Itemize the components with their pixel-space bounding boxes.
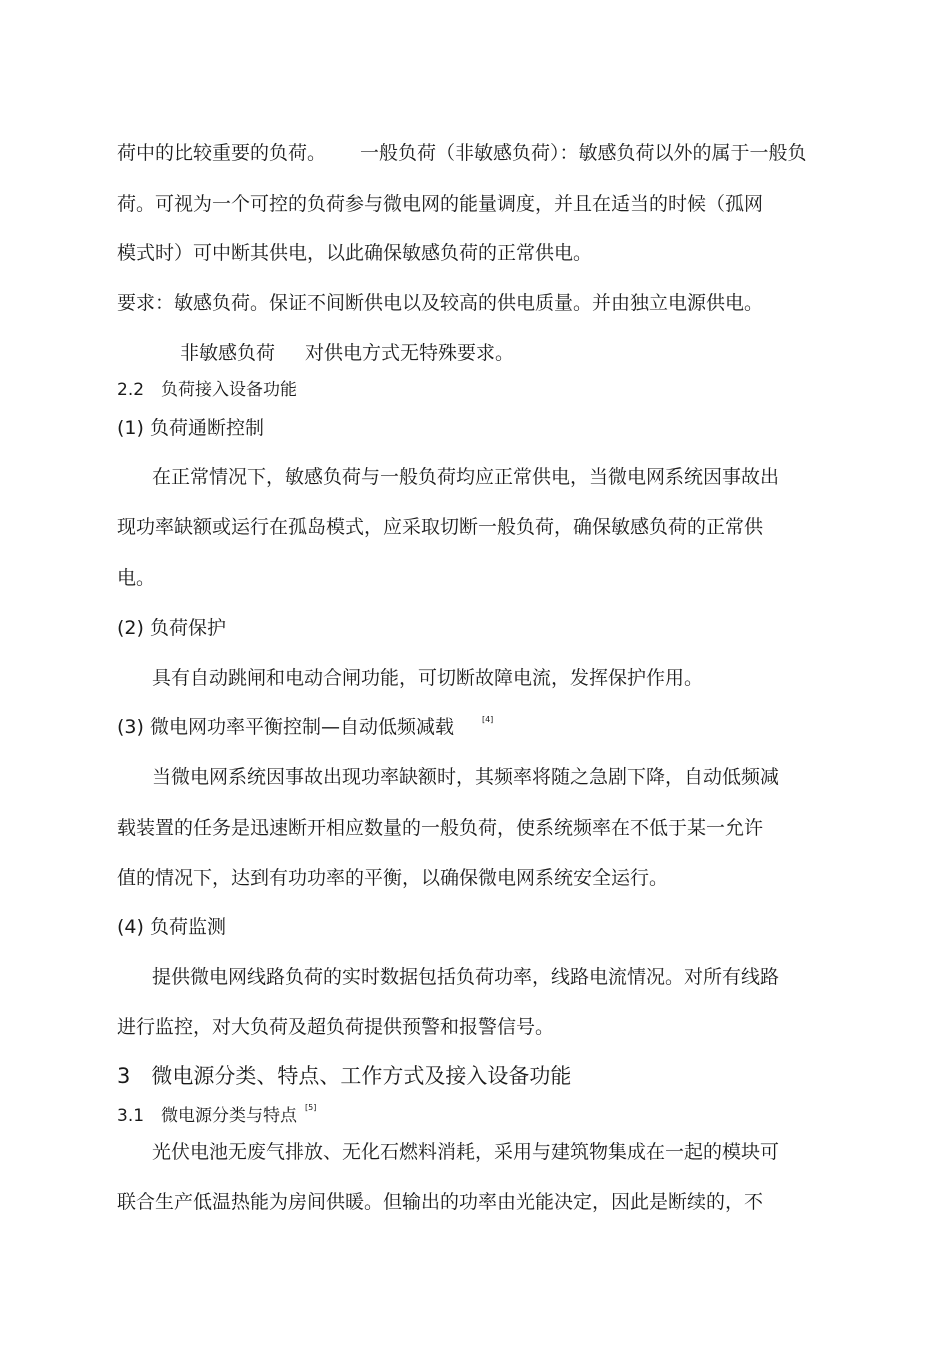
- paragraph-line: 载装置的任务是迅速断开相应数量的一般负荷，使系统频率在不低于某一允许: [117, 817, 764, 839]
- paragraph-line: 进行监控，对大负荷及超负荷提供预警和报警信号。: [117, 1016, 555, 1038]
- text-segment: 对供电方式无特殊要求。: [305, 342, 515, 364]
- chapter-heading: 3 微电源分类、特点、工作方式及接入设备功能: [117, 1064, 572, 1088]
- list-item-heading: (4) 负荷监测: [117, 916, 226, 938]
- paragraph-line: 联合生产低温热能为房间供暖。但输出的功率由光能决定，因此是断续的，不: [117, 1191, 764, 1213]
- section-heading: [117, 1104, 316, 1131]
- list-item-heading: (2) 负荷保护: [117, 617, 226, 639]
- paragraph-line: [180, 341, 514, 365]
- list-item-label: (3) 微电网功率平衡控制—自动低频减载: [117, 716, 454, 738]
- paragraph-line: 现功率缺额或运行在孤岛模式，应采取切断一般负荷，确保敏感负荷的正常供: [117, 516, 764, 538]
- paragraph-line: 值的情况下，达到有功功率的平衡，以确保微电网系统安全运行。: [117, 867, 669, 889]
- paragraph-line: 要求：敏感负荷。保证不间断供电以及较高的供电质量。并由独立电源供电。: [117, 292, 764, 314]
- section-heading-label: 3.1 微电源分类与特点: [117, 1106, 298, 1126]
- text-segment: 非敏感负荷: [180, 342, 276, 364]
- paragraph-line: 当微电网系统因事故出现功率缺额时，其频率将随之急剧下降，自动低频减: [152, 766, 780, 788]
- paragraph-line: 光伏电池无废气排放、无化石燃料消耗，采用与建筑物集成在一起的模块可: [152, 1141, 780, 1163]
- list-item-heading: [117, 715, 493, 743]
- paragraph-line: 模式时）可中断其供电，以此确保敏感负荷的正常供电。: [117, 242, 593, 264]
- list-item-heading: (1) 负荷通断控制: [117, 417, 264, 439]
- paragraph-line: 在正常情况下，敏感负荷与一般负荷均应正常供电，当微电网系统因事故出: [152, 466, 780, 488]
- citation-ref: [4]: [481, 715, 494, 724]
- paragraph-line: 提供微电网线路负荷的实时数据包括负荷功率，线路电流情况。对所有线路: [152, 966, 780, 988]
- paragraph-line: 电。: [117, 567, 156, 589]
- text-segment: 一般负荷（非敏感负荷）：敏感负荷以外的属于一般负: [360, 142, 807, 164]
- paragraph-line: 荷。可视为一个可控的负荷参与微电网的能量调度，并且在适当的时候（孤网: [117, 193, 764, 215]
- text-segment: 荷中的比较重要的负荷。: [117, 142, 327, 164]
- paragraph-line: [117, 141, 807, 165]
- paragraph-line: 具有自动跳闸和电动合闸功能，可切断故障电流，发挥保护作用。: [152, 667, 704, 689]
- section-heading: 2.2 负荷接入设备功能: [117, 380, 298, 400]
- citation-ref: [5]: [305, 1103, 317, 1112]
